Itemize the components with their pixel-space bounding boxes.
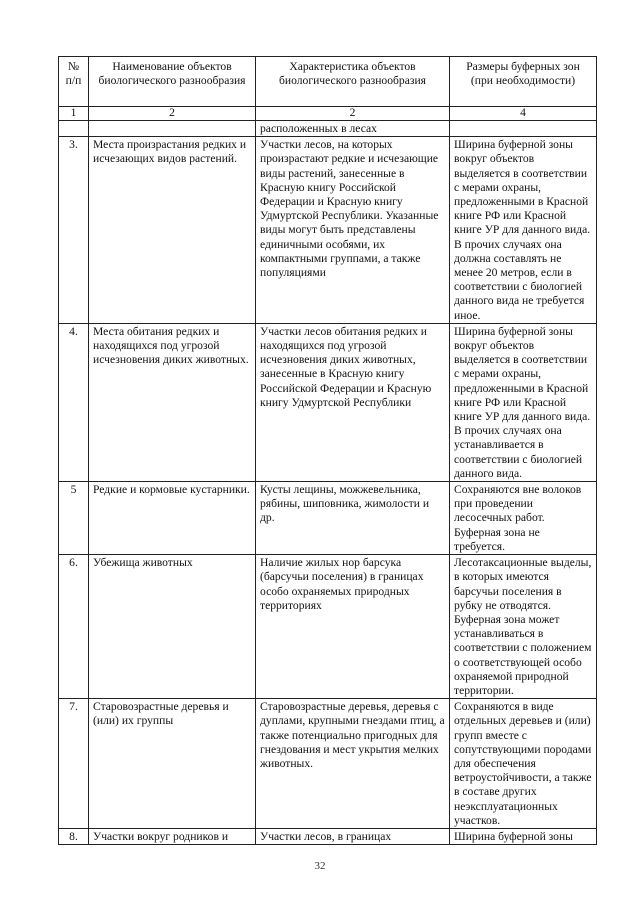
column-number: 2: [89, 107, 256, 121]
table-row: [59, 828, 597, 844]
object-description: Участки лесов, на которых произрастают редкие и исчезающие виды растений, занесенные в Красную книгу Российской Федерации и Красную книгу Удмуртской Республики. Указанные виды могут быть представлены единичными особями, их компактными группами, а также популяциями: [256, 137, 450, 324]
object-description: Наличие жилых нор барсука (барсучьи поселения) в границах особо охраняемых природных территориях: [256, 555, 450, 699]
object-name: Убежища животных: [89, 555, 256, 699]
biodiversity-table: [58, 56, 597, 845]
table-row: [59, 482, 597, 555]
row-number: 7.: [59, 699, 89, 829]
continuation-row: [59, 121, 597, 137]
row-number: 8.: [59, 828, 89, 844]
row-number: 4.: [59, 323, 89, 481]
buffer-zone: Ширина буферной зоны вокруг объектов выделяется в соответствии с мерами охраны, предложенными в Красной книге РФ или Красной книге УР для данного вида. В прочих случаях она должна составлять не менее 20 метров, если в соответствии с биологией данного вида не требуется иное.: [450, 137, 597, 324]
page-number: 32: [314, 860, 326, 872]
object-description: Старовозрастные деревья, деревья с дуплами, крупными гнездами птиц, а также потенциально пригодных для гнездования и мест укрытия мелких животных.: [256, 699, 450, 829]
header-description: Характеристика объектов биологического разнообразия: [256, 57, 450, 107]
table-header-row: [59, 57, 597, 107]
row-number: 3.: [59, 137, 89, 324]
header-name: Наименование объектов биологического разнообразия: [89, 57, 256, 107]
object-name: Места произрастания редких и исчезающих видов растений.: [89, 137, 256, 324]
object-name: Старовозрастные деревья и (или) их группы: [89, 699, 256, 829]
row-number: 6.: [59, 555, 89, 699]
buffer-zone: Сохраняются вне волоков при проведении лесосечных работ. Буферная зона не требуется.: [450, 482, 597, 555]
column-numbers-row: [59, 107, 597, 121]
object-name: Редкие и кормовые кустарники.: [89, 482, 256, 555]
buffer-zone: Ширина буферной зоны: [450, 828, 597, 844]
buffer-zone: Сохраняются в виде отдельных деревьев и (или) групп вместе с сопутствующими породами для обеспечения ветроустойчивости, а также в составе других неэксплуатационных участков.: [450, 699, 597, 829]
table-row: [59, 555, 597, 699]
continuation-text: расположенных в лесах: [256, 121, 450, 137]
row-number: 5: [59, 482, 89, 555]
table-row: [59, 323, 597, 481]
object-description: Участки лесов, в границах: [256, 828, 450, 844]
column-number: 2: [256, 107, 450, 121]
object-description: Участки лесов обитания редких и находящихся под угрозой исчезновения диких животных, занесенные в Красную книгу Российской Федерации и Красную книгу Удмуртской Республики: [256, 323, 450, 481]
header-buffer: Размеры буферных зон (при необходимости): [450, 57, 597, 107]
object-description: Кусты лещины, можжевельника, рябины, шиповника, жимолости и др.: [256, 482, 450, 555]
column-number: 1: [59, 107, 89, 121]
buffer-zone: Ширина буферной зоны вокруг объектов выделяется в соответствии с мерами охраны, предложенными в Красной книге РФ или Красной книге УР для данного вида. В прочих случаях она устанавливается в соответствии с биологией данного вида.: [450, 323, 597, 481]
buffer-zone: Лесотаксационные выделы, в которых имеются барсучьи поселения в рубку не отводятся. Буферная зона может устанавливаться в соответствии с положением о соответствующей особо охраняемой природной территории.: [450, 555, 597, 699]
column-number: 4: [450, 107, 597, 121]
object-name: Участки вокруг родников и: [89, 828, 256, 844]
table-row: [59, 137, 597, 324]
object-name: Места обитания редких и находящихся под угрозой исчезновения диких животных.: [89, 323, 256, 481]
header-number: № п/п: [59, 57, 89, 107]
table-row: [59, 699, 597, 829]
